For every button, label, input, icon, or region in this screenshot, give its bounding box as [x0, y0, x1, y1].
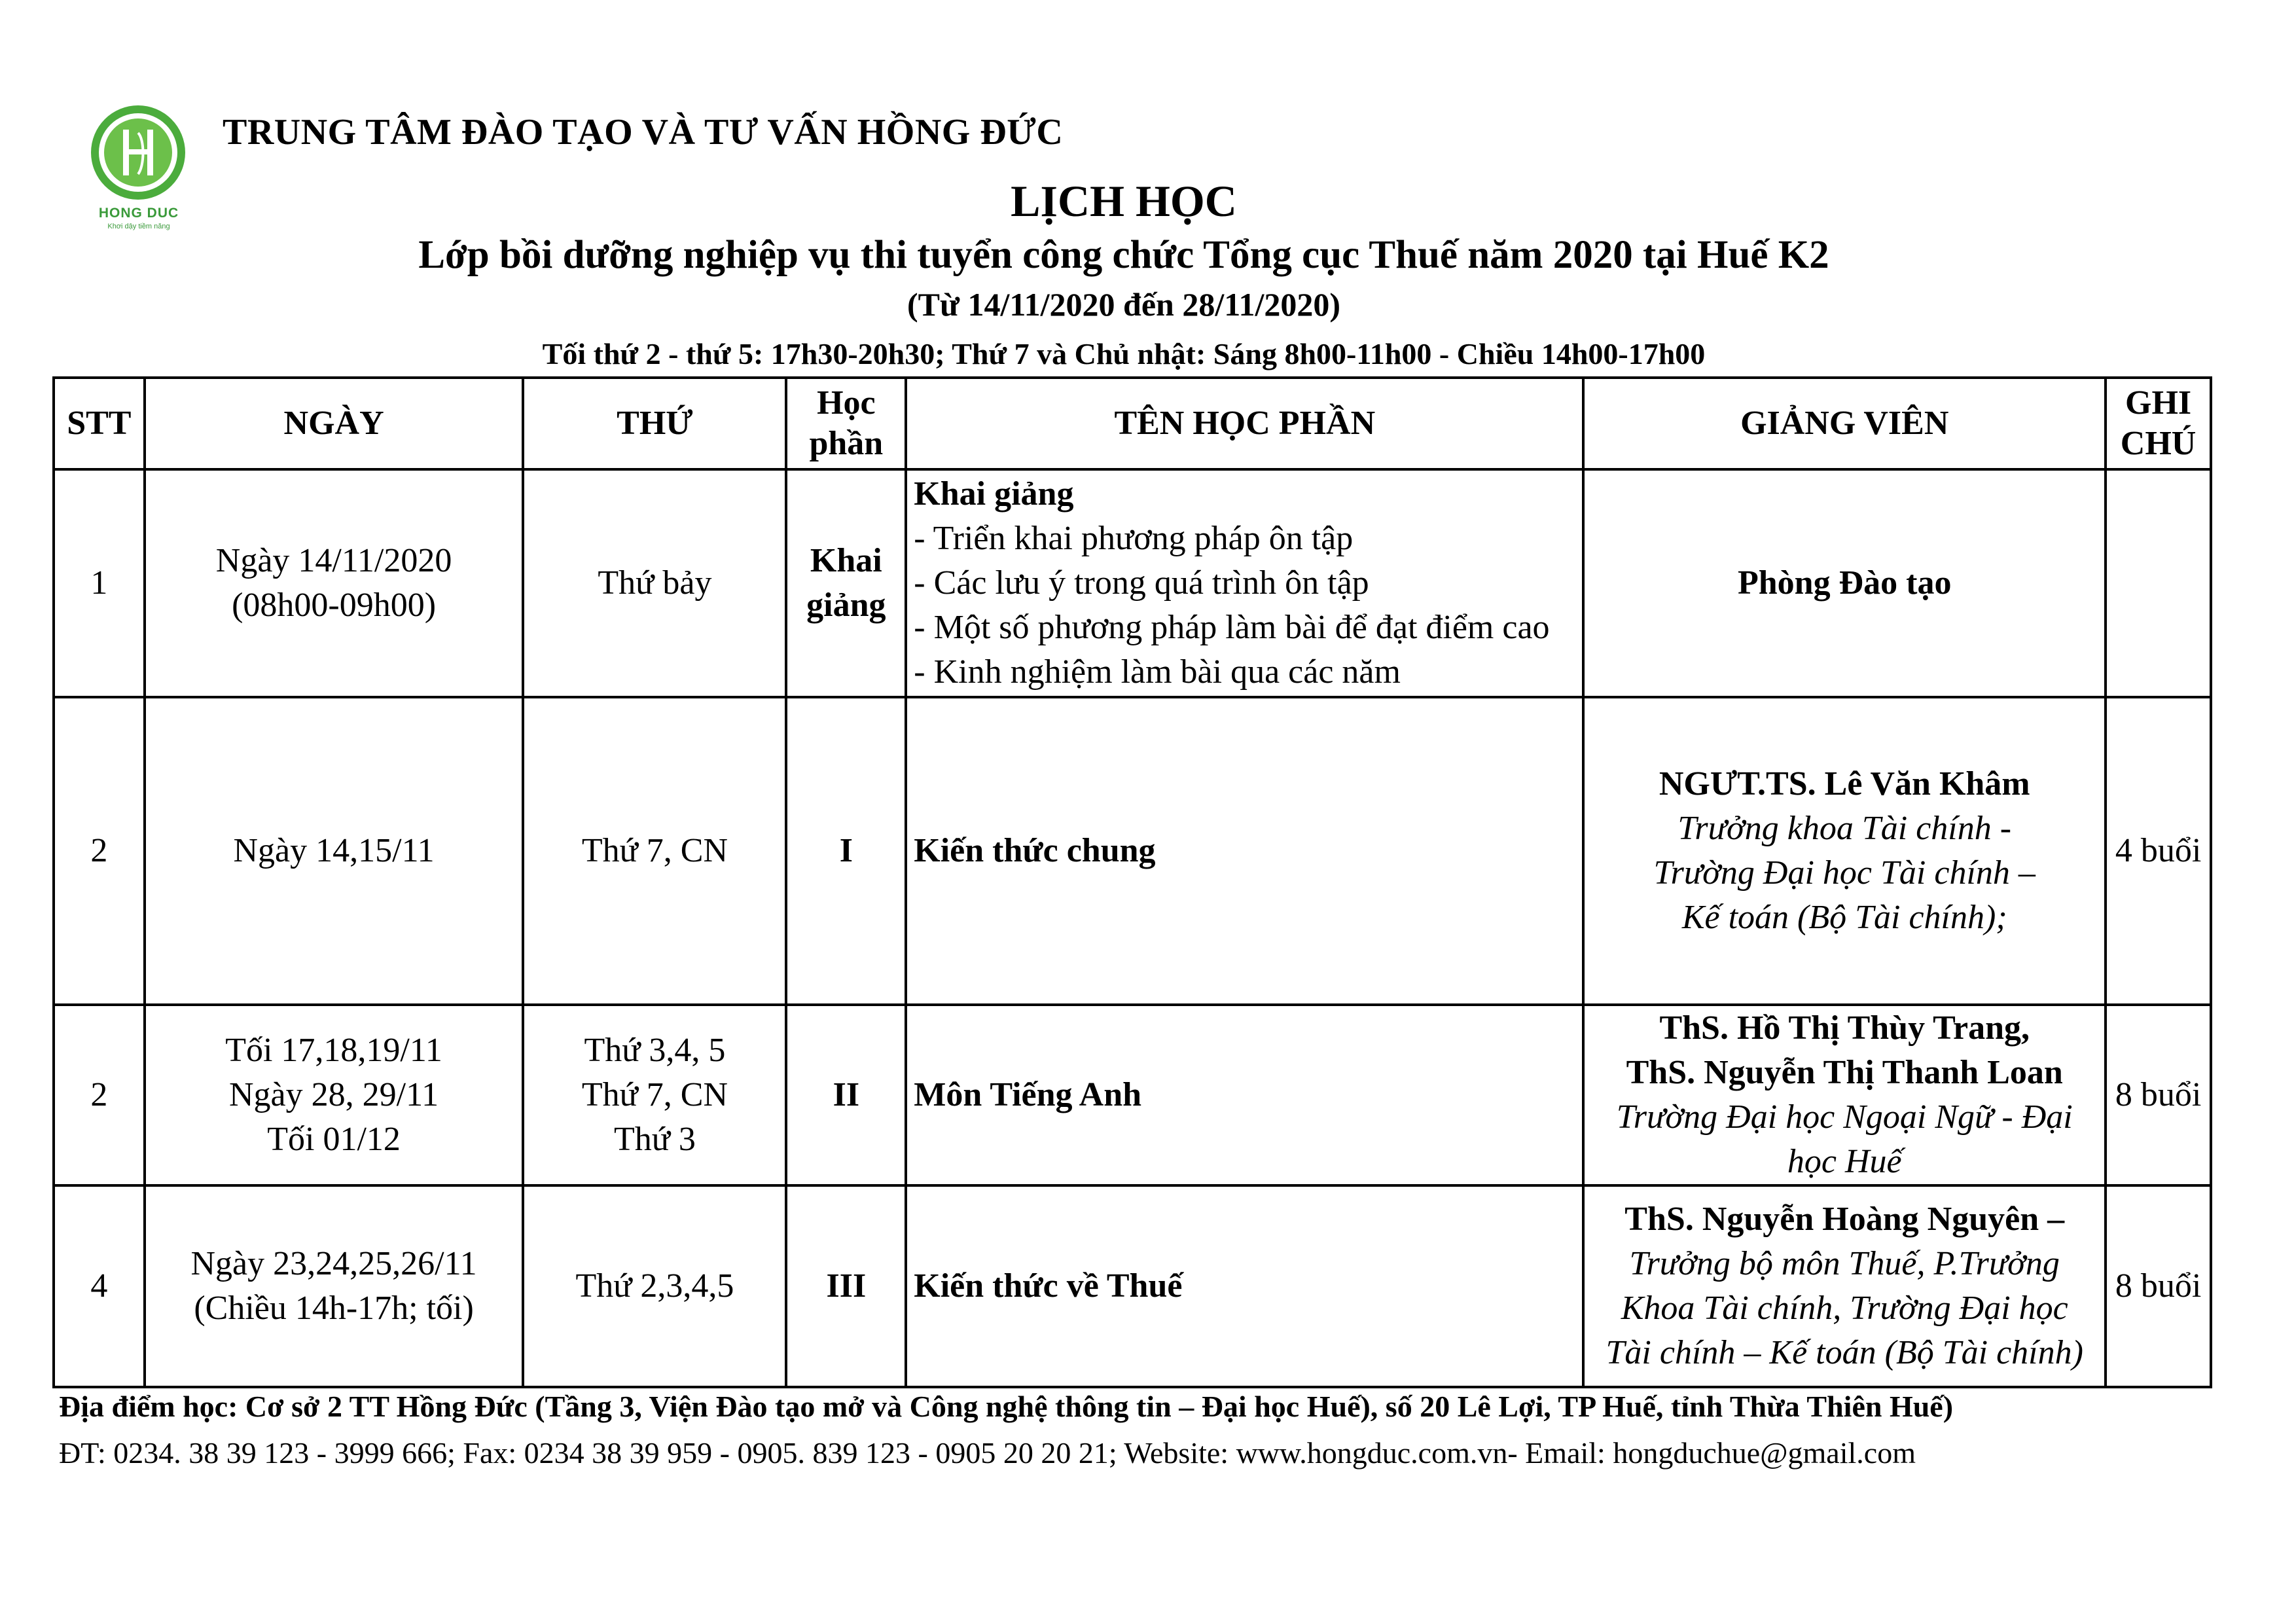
hocphan-line: I [839, 832, 853, 869]
header-thu: THỨ [523, 378, 786, 469]
table-row [54, 697, 2211, 1005]
gv_bold-line: ThS. Nguyễn Thị Thanh Loan [1626, 1054, 2063, 1091]
organization-name: TRUNG TÂM ĐÀO TẠO VÀ TƯ VẤN HỒNG ĐỨC [223, 112, 1064, 153]
ngay-line: Ngày 23,24,25,26/11 [190, 1245, 477, 1282]
cell-ngay [145, 1185, 524, 1387]
course-name: Khai giảng [914, 475, 1074, 513]
logo-tagline: Khơi dậy tiềm năng [107, 223, 170, 230]
cell-ghi-chu: 8 buổi [2106, 1185, 2211, 1387]
header-hoc-phan: Học phần [786, 378, 906, 469]
ngay-line: Ngày 14,15/11 [233, 832, 435, 869]
table-row [54, 1005, 2211, 1185]
cell-ngay [145, 1005, 524, 1185]
cell-hoc-phan [786, 469, 906, 697]
cell-stt: 4 [54, 1185, 145, 1387]
ngay-line: Tối 01/12 [267, 1121, 401, 1158]
header-stt: STT [54, 378, 145, 469]
cell-ghi-chu [2106, 469, 2211, 697]
cell-giang-vien [1583, 1185, 2106, 1387]
cell-ten-hoc-phan [906, 697, 1583, 1005]
hocphan-line: III [826, 1267, 867, 1305]
table-row [54, 469, 2211, 697]
footer-address: Địa điểm học: Cơ sở 2 TT Hồng Đức (Tầng 3, Viện Đào tạo mở và Công nghệ thông tin – Đại học Huế), số 20 Lê Lợi, TP Huế, tỉnh Thừa Thiên Huế) [59, 1390, 1954, 1423]
cell-thu [523, 1005, 786, 1185]
course-name: Kiến thức chung [914, 832, 1156, 869]
cell-hoc-phan [786, 1005, 906, 1185]
cell-ten-hoc-phan [906, 469, 1583, 697]
schedule-hours: Tối thứ 2 - thứ 5: 17h30-20h30; Thứ 7 và Chủ nhật: Sáng 8h00-11h00 - Chiều 14h00-17h00 [542, 337, 1706, 370]
course-name: Môn Tiếng Anh [914, 1076, 1142, 1113]
logo-wordmark: HONG DUC [98, 206, 179, 221]
cell-ngay [145, 469, 524, 697]
gv_italic-line: Trưởng bộ môn Thuế, P.Trưởng [1629, 1245, 2060, 1282]
hocphan-line: Khai [810, 542, 882, 579]
cell-ngay [145, 697, 524, 1005]
gv_bold-line: ThS. Nguyễn Hoàng Nguyên – [1624, 1200, 2065, 1238]
cell-giang-vien [1583, 1005, 2106, 1185]
header-giang-vien: GIẢNG VIÊN [1583, 378, 2106, 469]
cell-hoc-phan [786, 1185, 906, 1387]
cell-stt: 1 [54, 469, 145, 697]
thu-line: Thứ 2,3,4,5 [575, 1267, 734, 1305]
header-ghi-chu: GHI CHÚ [2106, 378, 2211, 469]
ten_items-line: - Một số phương pháp làm bài để đạt điểm cao [914, 609, 1550, 646]
cell-giang-vien [1583, 469, 2106, 697]
course-subtitle: Lớp bồi dưỡng nghiệp vụ thi tuyển công chức Tổng cục Thuế năm 2020 tại Huế K2 [418, 233, 1829, 277]
ten_items-line: - Triển khai phương pháp ôn tập [914, 520, 1354, 557]
ten_items-line: - Các lưu ý trong quá trình ôn tập [914, 564, 1369, 602]
gv_bold-line: ThS. Hồ Thị Thùy Trang, [1659, 1009, 2030, 1047]
ngay-line: Tối 17,18,19/11 [225, 1032, 442, 1069]
course-period: (Từ 14/11/2020 đến 28/11/2020) [906, 286, 1340, 323]
thu-line: Thứ 3,4, 5 [584, 1032, 726, 1069]
ngay-line: (Chiều 14h-17h; tối) [194, 1290, 474, 1327]
cell-ten-hoc-phan [906, 1185, 1583, 1387]
thu-line: Thứ 7, CN [581, 832, 728, 869]
gv_italic-line: Trường Đại học Ngoại Ngữ - Đại [1616, 1098, 2073, 1136]
ten_items-line: - Kinh nghiệm làm bài qua các năm [914, 653, 1401, 691]
ngay-line: Ngày 28, 29/11 [228, 1076, 439, 1113]
course-name: Kiến thức về Thuế [914, 1267, 1183, 1305]
schedule-table [52, 376, 2212, 1388]
gv_italic-line: Trường Đại học Tài chính – [1653, 854, 2036, 892]
hocphan-line: II [833, 1076, 860, 1113]
thu-line: Thứ 7, CN [581, 1076, 728, 1113]
cell-ten-hoc-phan [906, 1005, 1583, 1185]
thu-line: Thứ bảy [598, 564, 712, 602]
gv_bold-line: Phòng Đào tạo [1737, 564, 1952, 602]
header-ten-hoc-phan: TÊN HỌC PHẦN [906, 378, 1583, 469]
gv_italic-line: Khoa Tài chính, Trường Đại học [1621, 1290, 2068, 1327]
gv_bold-line: NGƯT.TS. Lê Văn Khâm [1659, 765, 2030, 803]
ngay-line: (08h00-09h00) [232, 586, 437, 624]
ngay-line: Ngày 14/11/2020 [215, 542, 452, 579]
cell-giang-vien [1583, 697, 2106, 1005]
thu-line: Thứ 3 [613, 1121, 696, 1158]
cell-hoc-phan [786, 697, 906, 1005]
cell-thu [523, 697, 786, 1005]
gv_italic-line: Trưởng khoa Tài chính - [1677, 810, 2012, 847]
table-row [54, 1185, 2211, 1387]
cell-stt: 2 [54, 697, 145, 1005]
gv_italic-line: Tài chính – Kế toán (Bộ Tài chính) [1605, 1334, 2083, 1371]
cell-thu [523, 469, 786, 697]
gv_italic-line: Kế toán (Bộ Tài chính); [1681, 899, 2007, 936]
gv_italic-line: học Huế [1787, 1143, 1902, 1180]
header-ngay: NGÀY [145, 378, 524, 469]
cell-stt: 2 [54, 1005, 145, 1185]
cell-ghi-chu: 4 buổi [2106, 697, 2211, 1005]
page-title: LỊCH HỌC [1011, 176, 1237, 226]
hocphan-line: giảng [806, 586, 886, 624]
cell-thu [523, 1185, 786, 1387]
table-header-row [54, 378, 2211, 469]
footer-contact: ĐT: 0234. 38 39 123 - 3999 666; Fax: 0234 38 39 959 - 0905. 839 123 - 0905 20 20 21; Website: www.hongduc.com.vn- Email: hongduchue@gmail.com [59, 1436, 1916, 1470]
cell-ghi-chu: 8 buổi [2106, 1005, 2211, 1185]
